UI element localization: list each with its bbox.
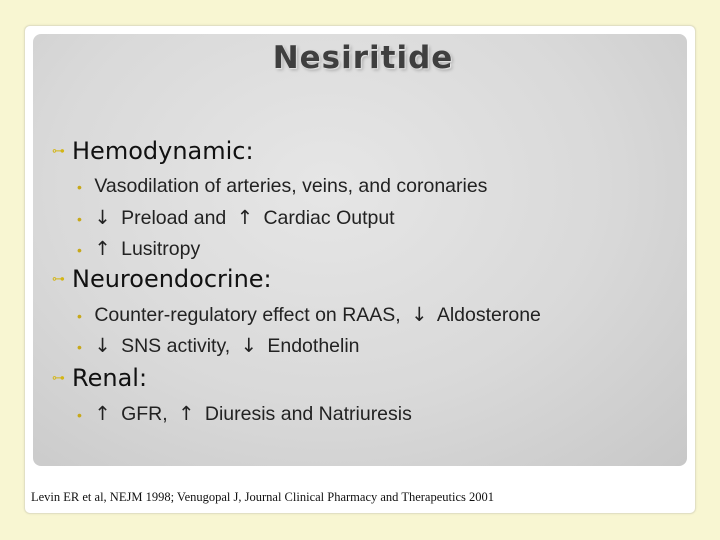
down-arrow-icon: ↓ — [240, 334, 257, 357]
section-heading: Neuroendocrine: — [72, 265, 272, 293]
section-heading: Hemodynamic: — [72, 137, 254, 165]
section-renal — [52, 364, 412, 429]
bullet-dot-icon: • — [77, 407, 82, 423]
section-heading-row — [52, 265, 541, 293]
citation: Levin ER et al, NEJM 1998; Venugopal J, Journal Clinical Pharmacy and Therapeutics 2001 — [31, 490, 494, 504]
slide-title: Nesiritide — [272, 40, 454, 76]
item-text: Preload and — [121, 207, 227, 229]
item-text-2: Aldosterone — [436, 304, 541, 326]
section-bullet-icon: ⊶ — [52, 143, 65, 159]
list-item — [77, 202, 487, 233]
section-bullet-icon: ⊶ — [52, 271, 65, 287]
item-text-2: Endothelin — [267, 335, 360, 357]
item-text-2: Cardiac Output — [263, 207, 395, 229]
up-arrow-icon: ↑ — [94, 402, 111, 425]
item-text: GFR, — [121, 403, 168, 425]
sub-list — [52, 299, 541, 361]
item-text-2: Diuresis and Natriuresis — [204, 403, 412, 425]
section-heading: Renal: — [72, 364, 148, 392]
down-arrow-icon: ↓ — [94, 334, 111, 357]
bullet-dot-icon: • — [77, 211, 82, 227]
list-item — [77, 299, 541, 330]
sub-list — [52, 171, 487, 264]
item-text: SNS activity, — [121, 335, 231, 357]
bullet-dot-icon: • — [77, 179, 82, 195]
up-arrow-icon: ↑ — [236, 206, 254, 229]
item-text: Counter-regulatory effect on RAAS, — [94, 304, 401, 326]
section-heading-row — [52, 137, 487, 165]
down-arrow-icon: ↓ — [411, 303, 428, 326]
item-text: Lusitropy — [121, 238, 201, 260]
section-hemodynamic — [52, 137, 487, 264]
list-item — [77, 398, 412, 429]
bullet-dot-icon: • — [77, 308, 82, 324]
list-item — [77, 171, 487, 202]
section-bullet-icon: ⊶ — [52, 370, 65, 386]
down-arrow-icon: ↓ — [94, 206, 111, 229]
sub-list — [52, 398, 412, 429]
bullet-dot-icon: • — [77, 242, 82, 258]
list-item — [77, 330, 541, 361]
bullet-dot-icon: • — [77, 339, 82, 355]
list-item — [77, 233, 487, 264]
up-arrow-icon: ↑ — [178, 402, 195, 425]
up-arrow-icon: ↑ — [94, 237, 111, 260]
item-text: Vasodilation of arteries, veins, and coronaries — [94, 175, 488, 197]
section-neuroendocrine — [52, 265, 541, 361]
section-heading-row — [52, 364, 412, 392]
